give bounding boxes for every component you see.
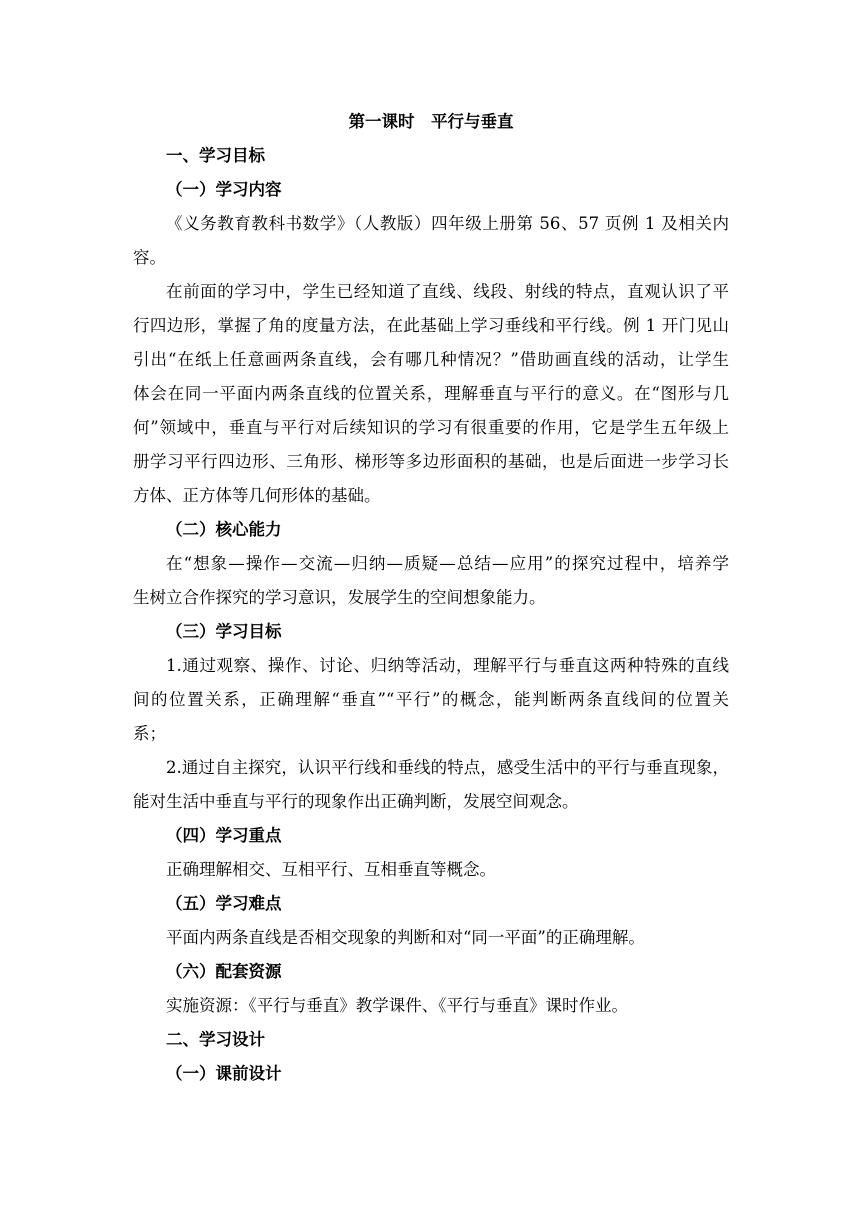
paragraph-line: 容。: [133, 248, 166, 267]
paragraph-line: 在前面的学习中，学生已经知道了直线、线段、射线的特点，直观认识了平: [166, 282, 729, 301]
section-heading-learning-goals: 一、学习目标: [166, 146, 265, 165]
paragraph-line: 1.通过观察、操作、讨论、归纳等活动，理解平行与垂直这两种特殊的直线: [166, 656, 729, 675]
subsection-heading-core-ability: （二）核心能力: [166, 520, 282, 539]
paragraph-line: 系；: [133, 724, 166, 743]
paragraph-line: 何”领域中，垂直与平行对后续知识的学习有很重要的作用，它是学生五年级上: [133, 418, 729, 437]
paragraph-textbook-reference: [133, 207, 729, 275]
paragraph-content-analysis: [133, 275, 729, 513]
subsection-heading-difficulties: （五）学习难点: [166, 894, 282, 913]
paragraph-line: 在“想象—操作—交流—归纳—质疑—总结—应用”的探究过程中，培养学: [166, 554, 729, 573]
paragraph-line: 方体、正方体等几何形体的基础。: [133, 486, 381, 505]
paragraph-line: 2.通过自主探究，认识平行线和垂线的特点，感受生活中的平行与垂直现象，: [166, 758, 729, 777]
subsection-heading-key-points: （四）学习重点: [166, 826, 282, 845]
paragraph-objective-2: [133, 751, 729, 819]
paragraph-objective-1: [133, 649, 729, 751]
subsection-heading-pre-class-design: （一）课前设计: [166, 1064, 282, 1083]
subsection-heading-content: （一）学习内容: [166, 180, 282, 199]
document-title: 第一课时 平行与垂直: [348, 112, 514, 131]
paragraph-line: 册学习平行四边形、三角形、梯形等多边形面积的基础，也是后面进一步学习长: [133, 452, 729, 471]
paragraph-line: 行四边形，掌握了角的度量方法，在此基础上学习垂线和平行线。例 1 开门见山: [133, 316, 729, 335]
paragraph-line: 《义务教育教科书数学》（人教版）四年级上册第 56、57 页例 1 及相关内: [166, 214, 729, 233]
paragraph-line: 生树立合作探究的学习意识，发展学生的空间想象能力。: [133, 588, 546, 607]
paragraph-key-points: 正确理解相交、互相平行、互相垂直等概念。: [166, 860, 496, 879]
section-heading-learning-design: 二、学习设计: [166, 1030, 265, 1049]
document-content: [133, 105, 729, 1091]
paragraph-resources: 实施资源：《平行与垂直》教学课件、《平行与垂直》课时作业。: [166, 996, 628, 1015]
paragraph-line: 能对生活中垂直与平行的现象作出正确判断，发展空间观念。: [133, 792, 579, 811]
paragraph-difficulties: 平面内两条直线是否相交现象的判断和对“同一平面”的正确理解。: [166, 928, 645, 947]
paragraph-core-ability: [133, 547, 729, 615]
subsection-heading-learning-objectives: （三）学习目标: [166, 622, 282, 641]
subsection-heading-resources: （六）配套资源: [166, 962, 282, 981]
paragraph-line: 引出“在纸上任意画两条直线，会有哪几种情况？”借助画直线的活动，让学生: [133, 350, 729, 369]
paragraph-line: 体会在同一平面内两条直线的位置关系，理解垂直与平行的意义。在“图形与几: [133, 384, 729, 403]
paragraph-line: 间的位置关系，正确理解“垂直”“平行”的概念，能判断两条直线间的位置关: [133, 690, 729, 709]
